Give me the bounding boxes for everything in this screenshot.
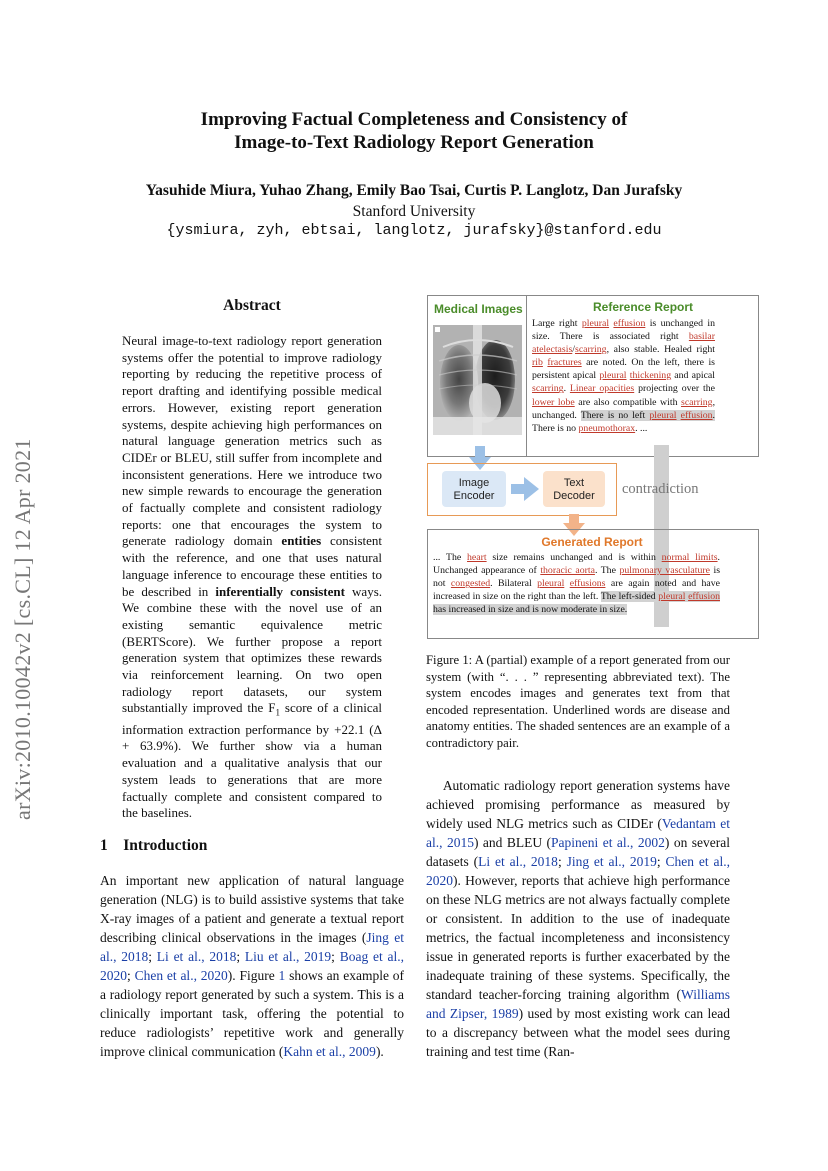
section-heading-introduction: 1 Introduction	[100, 837, 208, 854]
abstract-heading: Abstract	[223, 297, 281, 314]
citation-link[interactable]: Kahn et al., 2009	[283, 1044, 376, 1059]
entity-mention: pleural	[537, 578, 565, 590]
report-text-segment: , also stable. Healed right	[606, 344, 715, 356]
entity-mention: lower lobe	[532, 396, 575, 408]
reference-report-text	[532, 317, 715, 435]
contradiction-sentence: .	[712, 409, 715, 421]
paper-title	[0, 108, 828, 154]
figure-reference-link[interactable]: 1	[278, 968, 286, 983]
entity-mention: fractures	[547, 357, 582, 369]
entity-mention: scarring	[532, 383, 564, 395]
right-column-body: Automatic radiology report generation systems have achieved promising performance as measured by widely used NLG metrics such as CIDEr (Vedantam et al., 2015) and BLEU (Papineni et al., 2002) on several datasets (Li et al., 2018; Jing et al., 2019; Chen et al., 2020). However, reports that achieve high performance on these NLG metrics are not always factually complete or consistent. In addition to the use of inadequate metrics, the factual incompleteness and inconsistency issue in generated reports is further exacerbated by the inadequate training of these systems. Specifically, the standard teacher-forcing training algorithm (Williams and Zipser, 1989) used by most existing work can lead to a discrepancy between what the model sees during training and test time (Ran-	[426, 778, 730, 1059]
entity-mention: normal limits	[661, 552, 718, 563]
entity-mention: scarring	[575, 344, 607, 356]
entity-mention: heart	[467, 552, 487, 563]
citation-link[interactable]: Papineni et al., 2002	[551, 835, 665, 850]
emails: {ysmiura, zyh, ebtsai, langlotz, jurafsky}@stanford.edu	[166, 222, 662, 239]
entity-mention: effusion	[688, 591, 720, 603]
report-text-segment: projecting over the	[634, 383, 715, 395]
contradiction-sentence: The left-sided	[600, 591, 659, 603]
report-text-segment: are also compatible with	[574, 396, 681, 408]
report-text-segment: are again noted and have increased in size on the right than the left.	[433, 578, 721, 603]
entity-mention: effusion	[680, 409, 713, 421]
affiliation: Stanford University	[352, 203, 476, 220]
citation-link[interactable]: Liu et al., 2019	[244, 949, 332, 964]
citation-link[interactable]: Li et al., 2018	[478, 854, 558, 869]
contradiction-sentence	[677, 410, 681, 421]
figure-1	[426, 294, 758, 638]
contradiction-sentence: has increased in size and is now moderate in size.	[433, 604, 628, 616]
report-text-segment: /	[572, 344, 575, 356]
report-text-segment: . Unchanged appearance of	[433, 552, 720, 577]
arxiv-stamp: arXiv:2010.10042v2 [cs.CL] 12 Apr 2021	[10, 438, 35, 820]
contradiction-sentence: There is no left	[580, 409, 650, 421]
citation-link[interactable]: Boag et al., 2020	[100, 949, 404, 983]
entity-mention: pneumothorax	[578, 422, 636, 434]
report-text-segment: . Bilateral	[490, 578, 538, 590]
entity-mention: thickening	[629, 370, 672, 382]
citation-link[interactable]: Chen et al., 2020	[134, 968, 228, 983]
title-line-1: Improving Factual Completeness and Consistency of	[200, 109, 628, 130]
entity-mention: pleural	[599, 370, 627, 382]
citation-link[interactable]: Chen et al., 2020	[426, 854, 730, 888]
entity-mention: scarring	[681, 396, 713, 408]
citation-link[interactable]: Li et al., 2018	[156, 949, 237, 964]
citation-link[interactable]: Vedantam et al., 2015	[426, 816, 730, 850]
report-text-segment: .	[563, 383, 570, 395]
figure-1-caption: Figure 1: A (partial) example of a report generated from our system (with “. . . ” representing abbreviated text). The system encodes images and generates text from that encoded representation. Underlined words are disease and anatomy entities. The shaded sentences are an example of a contradictory pair.	[426, 653, 730, 750]
reference-report-label: Reference Report	[592, 300, 694, 314]
report-text-segment: are noted. On the left, there is persistent apical	[532, 357, 715, 382]
entity-mention: pleural	[649, 409, 677, 421]
contradiction-label: contradiction	[622, 481, 699, 497]
image-encoder-block: Image Encoder	[442, 471, 506, 507]
report-text-segment: is unchanged in size. There is associated right	[532, 318, 715, 343]
entity-mention: basilar atelectasis	[532, 331, 715, 356]
entity-mention: effusions	[569, 578, 606, 590]
chest-xray-image	[433, 325, 522, 435]
report-text-segment: is not	[433, 565, 721, 590]
citation-link[interactable]: Jing et al., 2019	[566, 854, 657, 869]
report-text-segment: ... The	[433, 552, 468, 563]
entity-mention: thoracic aorta	[540, 565, 595, 577]
entity-mention: congested	[450, 578, 491, 590]
entity-mention: Linear opacities	[569, 383, 635, 395]
authors: Yasuhide Miura, Yuhao Zhang, Emily Bao Tsai, Curtis P. Langlotz, Dan Jurafsky	[145, 182, 683, 199]
entity-mention: pleural	[581, 318, 610, 329]
text-decoder-block: Text Decoder	[543, 471, 605, 507]
generated-report-label: Generated Report	[541, 535, 643, 549]
abstract-body: Neural image-to-text radiology report generation systems offer the potential to improve radiology reporting by reducing the repetitive process of report drafting and identifying possible medical errors. However, existing report generation systems, despite achieving high performances on natural language generation metrics such as CIDEr or BLEU, still suffer from incomplete and inconsistent generations. Here we introduce two new simple rewards to encourage the generation of factually complete and consistent radiology reports: one that encourages the system to generate radiology domain entities consistent with the reference, and one that uses natural language inference to encourage these entities to be described in inferentially consistent ways. We combine these with the novel use of an existing semantic equivalence metric (BERTScore). We further propose a report generation system that optimizes these rewards via reinforcement learning. On two open radiology report datasets, our system substantially improved the $F_1$ score of a clinical information extraction performance by +22.1 (Δ + 63.9%). We further show via a human evaluation and a qualitative analysis that our system leads to generations that are more factually complete and consistent compared to the baselines.	[122, 333, 382, 821]
right-arrow	[511, 477, 539, 501]
report-text-segment: Large right	[532, 318, 582, 329]
report-text-segment: There is no	[532, 422, 579, 434]
entity-mention: effusion	[613, 318, 646, 329]
citation-link[interactable]: Jing et al., 2018	[100, 930, 404, 964]
figure-divider	[526, 296, 527, 456]
report-text-segment: . ...	[635, 422, 648, 434]
report-text-segment: . The	[594, 565, 620, 577]
entity-mention: pleural	[658, 591, 686, 603]
report-text-segment: and apical	[671, 370, 716, 382]
citation-link[interactable]: Williams and Zipser, 1989	[426, 987, 730, 1021]
entity-mention: rib	[532, 357, 543, 369]
medical-images-label: Medical Images	[434, 302, 523, 316]
introduction-body: An important new application of natural language generation (NLG) is to build assistive systems that take X-ray images of a patient and generate a textual report describing clinical observations in the images (Jing et al., 2018; Li et al., 2018; Liu et al., 2019; Boag et al., 2020; Chen et al., 2020). Figure 1 shows an example of a radiology report generated by such a system. This is a clinically important task, offering the potential to reduce radiologists’ repetitive work and generally improve clinical communication (Kahn et al., 2009).	[100, 873, 404, 1059]
report-text-segment: size remains unchanged and is within	[486, 552, 662, 563]
title-line-2: Image-to-Text Radiology Report Generation	[234, 132, 594, 153]
entity-mention: pulmonary vasculature	[619, 565, 710, 577]
generated-report-text	[433, 551, 720, 616]
report-text-segment: , unchanged.	[532, 396, 716, 421]
